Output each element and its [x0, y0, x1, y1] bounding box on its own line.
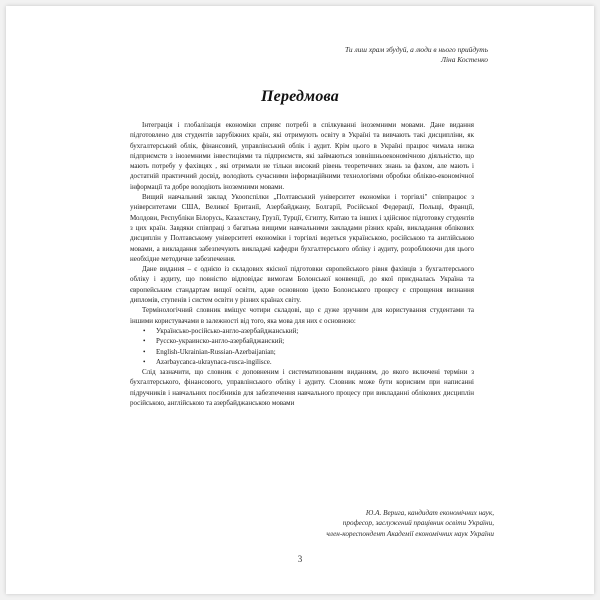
- page-title: Передмова: [261, 88, 339, 105]
- paragraph-closing: Слід зазначити, що словник є доповненим і систематизованим виданням, до якого включені терміни з бухгалтерського, фінансового, управлінського обліку і аудиту. Словник може бути корисним при написанні підручників і навчальних посібників для забезпечення навчального процесу при викладанні облікових дисциплін російською, англійською та азербайджанською мовами: [130, 368, 474, 408]
- paragraph-intro: Інтеграція і глобалізація економіки сприяє потребі в спілкуванні іноземними мовами. Дане видання підготовлено для студентів зарубіжних країн, які отримують освіту в Україні та вивчають такі дисципліни, як бухгалтерський облік, фінансовий, управлінський облік і аудит. Крім цього в Україні працює чимала низка підприємств з іноземними інвестиціями та підприємств, які займаються зовнішньоекономічною діяльністю, що мають потребу у фахівцях , які отримали не тільки високий рівень теоретичних знань за фахом, але мають і достатній практичний досвід, володіють сучасними інформаційними технологіями обробки облікво-економічної інформації та добре володіють іноземними мовами.: [130, 121, 474, 191]
- author-signature: [326, 508, 494, 539]
- list-item: • English-Ukrainian-Russian-Azerbaijanian;: [156, 347, 474, 357]
- list-item: • Русско-украинско-англо-азербайджанский;: [156, 336, 474, 346]
- paragraph-dictionary: Термінологічний словник вміщує чотири складові, що є дуже зручним для користування студентами та іншими користувачами в залежності від того, яка мова для них є основною:: [130, 306, 474, 325]
- signature-title: професор, заслужений працівник освіти України,: [342, 519, 494, 528]
- preface-body: [130, 120, 474, 408]
- list-item: • Українсько-російсько-англо-азербайджанський;: [156, 326, 474, 336]
- paragraph-university: Вищий навчальний заклад Укоопспілки „Полтавський університет економіки і торгівлі" співпрацює з університетами США, Великої Британії, Азербайджану, Болгарії, Російської Федерації, Польщі, Франції, Молдови, Республіки Білорусь, Казахстану, Грузії, Турції, Єгипту, Китаю та інших і здійснює підготовку студентів з цих країн. Завдяки співпраці з багатьма вищими навчальними закладами різних країн, викладання облікових дисциплін у Полтавському університеті економіки і торгівлі ведеться українською, російською та англійською мовами, а викладання забезпечують викладачі кафедри бухгалтерського обліку і аудиту, розроблюючи для цього необхідне методичне забезпечення.: [130, 193, 474, 263]
- epigraph-author: Ліна Костенко: [440, 55, 488, 64]
- page-number: 3: [297, 554, 303, 564]
- paragraph-bologna: Дане видання – є однією із складових якісної підготовки європейського рівня фахівців з бухгалтерського обліку і аудиту, що повністю відповідає вимогам Болонської конвенції, до якої приєдналась Україна та європейським стандартам вищої освіти, адже основною ідеєю Болонського процесу є спрощення визнання дипломів, ступенів і систем освіти у різних країнах світу.: [130, 265, 474, 305]
- language-list: [130, 326, 474, 367]
- signature-name: Ю.А. Верига, кандидат економічних наук,: [365, 509, 494, 517]
- epigraph-quote: Ти лиш храм збудуй, а люди в нього прийдуть: [345, 45, 488, 54]
- epigraph: [345, 45, 488, 65]
- signature-membership: член-кореспондент Академії економічних наук України: [326, 529, 494, 538]
- list-item: • Azərbaycanca-ukraynaca-rusca-ingilisce.: [156, 357, 474, 367]
